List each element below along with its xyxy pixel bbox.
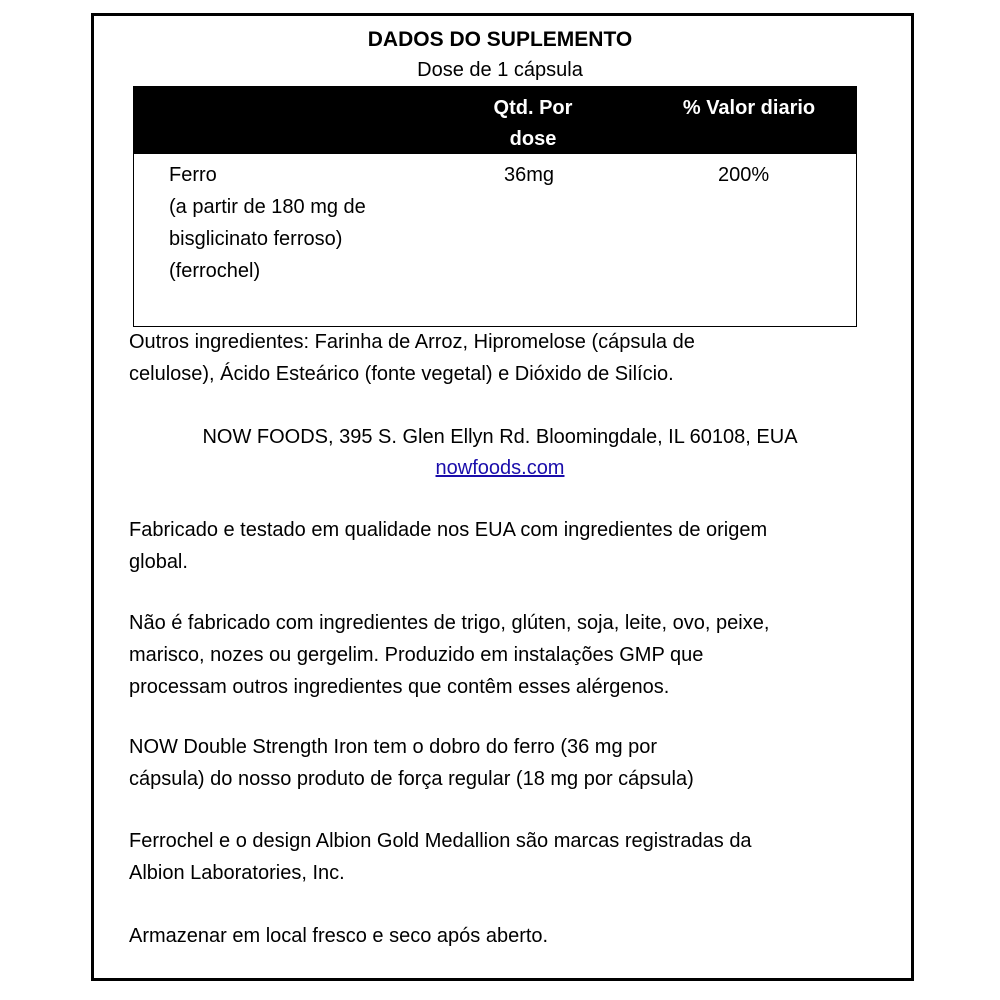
- manufacturer-address: NOW FOODS, 395 S. Glen Ellyn Rd. Bloomingdale, IL 60108, EUA: [202, 426, 798, 448]
- manufactured-line1: Fabricado e testado em qualidade nos EUA com ingredientes de origem: [129, 519, 768, 541]
- header-qty-per-dose: [490, 93, 576, 155]
- trademark-line2: Albion Laboratories, Inc.: [129, 862, 345, 884]
- allergen-line3: processam outros ingredientes que contêm esses alérgenos.: [129, 676, 670, 698]
- nutrient-name: [169, 159, 366, 287]
- trademark-statement: [129, 825, 899, 889]
- label-title: DADOS DO SUPLEMENTO: [367, 28, 633, 51]
- header-daily-value: % Valor diario: [682, 97, 816, 119]
- nutrient-name-line2: (a partir de 180 mg de: [169, 196, 366, 218]
- nutrient-name-line3: bisglicinato ferroso): [169, 228, 343, 250]
- other-ingredients-line1: Outros ingredientes: Farinha de Arroz, Hipromelose (cápsula de: [129, 331, 695, 353]
- strength-line1: NOW Double Strength Iron tem o dobro do ferro (36 mg por: [129, 736, 658, 758]
- allergen-statement: [129, 607, 899, 703]
- supplement-facts-table: [133, 86, 857, 327]
- other-ingredients: [129, 326, 899, 390]
- nutrient-daily-value: 200%: [718, 164, 770, 186]
- allergen-line2: marisco, nozes ou gergelim. Produzido em instalações GMP que: [129, 644, 704, 666]
- trademark-line1: Ferrochel e o design Albion Gold Medallion são marcas registradas da: [129, 830, 752, 852]
- serving-size: Dose de 1 cápsula: [417, 59, 583, 81]
- manufactured-statement: [129, 514, 899, 578]
- strength-line2: cápsula) do nosso produto de força regular (18 mg por cápsula): [129, 768, 694, 790]
- allergen-line1: Não é fabricado com ingredientes de trigo, glúten, soja, leite, ovo, peixe,: [129, 612, 770, 634]
- header-qty-line1: Qtd. Por: [493, 97, 573, 119]
- storage-instructions: Armazenar em local fresco e seco após aberto.: [129, 925, 549, 947]
- website-link[interactable]: nowfoods.com: [435, 457, 565, 479]
- nutrient-amount: 36mg: [504, 164, 555, 186]
- other-ingredients-line2: celulose), Ácido Esteárico (fonte vegetal) e Dióxido de Silício.: [129, 363, 674, 385]
- header-qty-line2: dose: [509, 128, 557, 150]
- nutrient-name-line4: (ferrochel): [169, 260, 261, 282]
- manufactured-line2: global.: [129, 551, 188, 573]
- strength-statement: [129, 731, 899, 795]
- website-row: [0, 452, 1000, 484]
- table-header: [134, 87, 856, 154]
- nutrient-name-line1: Ferro: [169, 164, 217, 186]
